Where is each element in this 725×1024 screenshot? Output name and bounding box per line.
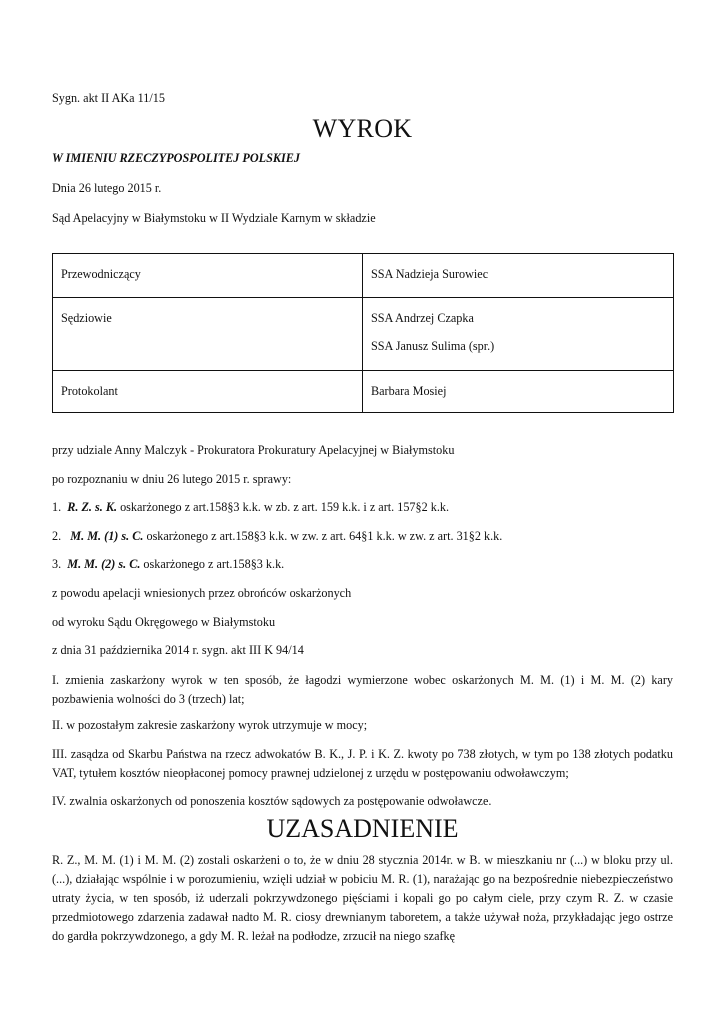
table-row [53, 371, 674, 413]
ruling-4: IV. zwalnia oskarżonych od ponoszenia kosztów sądowych za postępowanie odwoławcze. [52, 794, 492, 808]
judges-label: Sędziowie [53, 298, 363, 371]
accused-item [52, 500, 449, 515]
ruling-2: II. w pozostałym zakresie zaskarżony wyrok utrzymuje w mocy; [52, 718, 368, 732]
appealed-judgment-line: od wyroku Sądu Okręgowego w Białymstoku [52, 615, 276, 629]
judgment-date: Dnia 26 lutego 2015 r. [52, 181, 162, 195]
table-row [53, 254, 674, 298]
table-row [53, 298, 674, 371]
presiding-name: SSA Nadzieja Surowiec [363, 254, 674, 298]
accused-charge: oskarżonego z art.158§3 k.k. w zb. z art. 159 k.k. i z art. 157§2 k.k. [117, 500, 450, 514]
accused-number: 1. [52, 500, 62, 514]
accused-name: R. Z. s. K. [67, 500, 118, 514]
clerk-label: Protokolant [53, 371, 363, 413]
accused-charge: oskarżonego z art.158§3 k.k. w zw. z art. 64§1 k.k. w zw. z art. 31§2 k.k. [143, 529, 503, 543]
accused-name: M. M. (1) s. C. [70, 529, 144, 543]
justification-text: R. Z., M. M. (1) i M. M. (2) zostali oskarżeni o to, że w dniu 28 stycznia 2014r. w B. w mieszkaniu nr (...) w bloku przy ul. (...), działając wspólnie i w porozumieniu, wzięli udział w pobiciu M. R. (1), narażając go na bezpośrednie niebezpieczeństwo utraty życia, w ten sposób, iż uderzali pokrzywdzonego pięściami i kopali go po całym ciele, przy czym R. Z. w czasie przedmiotowego zdarzenia zadawał nadto M. R. ciosy drewnianym taboretem, a także używał noża, przykładając jego ostrze do gardła pokrzywdzonego, a gdy M. R. leżał na podłodze, zrzucił na niego szafkę [52, 853, 673, 943]
appealed-judgment-date-line: z dnia 31 października 2014 r. sygn. akt III K 94/14 [52, 643, 304, 657]
clerk-name: Barbara Mosiej [363, 371, 674, 413]
judges-names [363, 298, 674, 371]
case-number: Sygn. akt II AKa 11/15 [52, 91, 165, 105]
judge-name: SSA Andrzej Czapka [371, 311, 474, 325]
appeal-line: z powodu apelacji wniesionych przez obrońców oskarżonych [52, 586, 352, 600]
accused-name: M. M. (2) s. C. [67, 557, 141, 571]
document-title: WYROK [312, 114, 413, 143]
accused-item [52, 557, 284, 572]
considered-line: po rozpoznaniu w dniu 26 lutego 2015 r. sprawy: [52, 472, 292, 486]
prosecutor-line: przy udziale Anny Malczyk - Prokuratora Prokuratury Apelacyjnej w Białymstoku [52, 443, 455, 457]
accused-item [52, 529, 502, 544]
ruling-3: III. zasądza od Skarbu Państwa na rzecz adwokatów B. K., J. P. i K. Z. kwoty po 738 złotych, w tym po 138 złotych podatku VAT, tytułem kosztów nieopłaconej pomocy prawnej udzielonej z urzędu w postępowaniu odwoławczym; [52, 747, 673, 780]
presiding-label: Przewodniczący [53, 254, 363, 298]
accused-number: 3. [52, 557, 62, 571]
justification-heading: UZASADNIENIE [266, 814, 459, 843]
in-the-name-heading: W IMIENIU RZECZYPOSPOLITEJ POLSKIEJ [52, 151, 300, 165]
judge-name: SSA Janusz Sulima (spr.) [371, 339, 495, 353]
court-composition-intro: Sąd Apelacyjny w Białymstoku w II Wydziale Karnym w składzie [52, 211, 376, 225]
court-composition-table [52, 253, 674, 413]
ruling-1: I. zmienia zaskarżony wyrok w ten sposób, że łagodzi wymierzone wobec oskarżonych M. M. (1) i M. M. (2) kary pozbawienia wolności do 3 (trzech) lat; [52, 673, 673, 706]
accused-charge: oskarżonego z art.158§3 k.k. [140, 557, 285, 571]
accused-number: 2. [52, 529, 62, 543]
